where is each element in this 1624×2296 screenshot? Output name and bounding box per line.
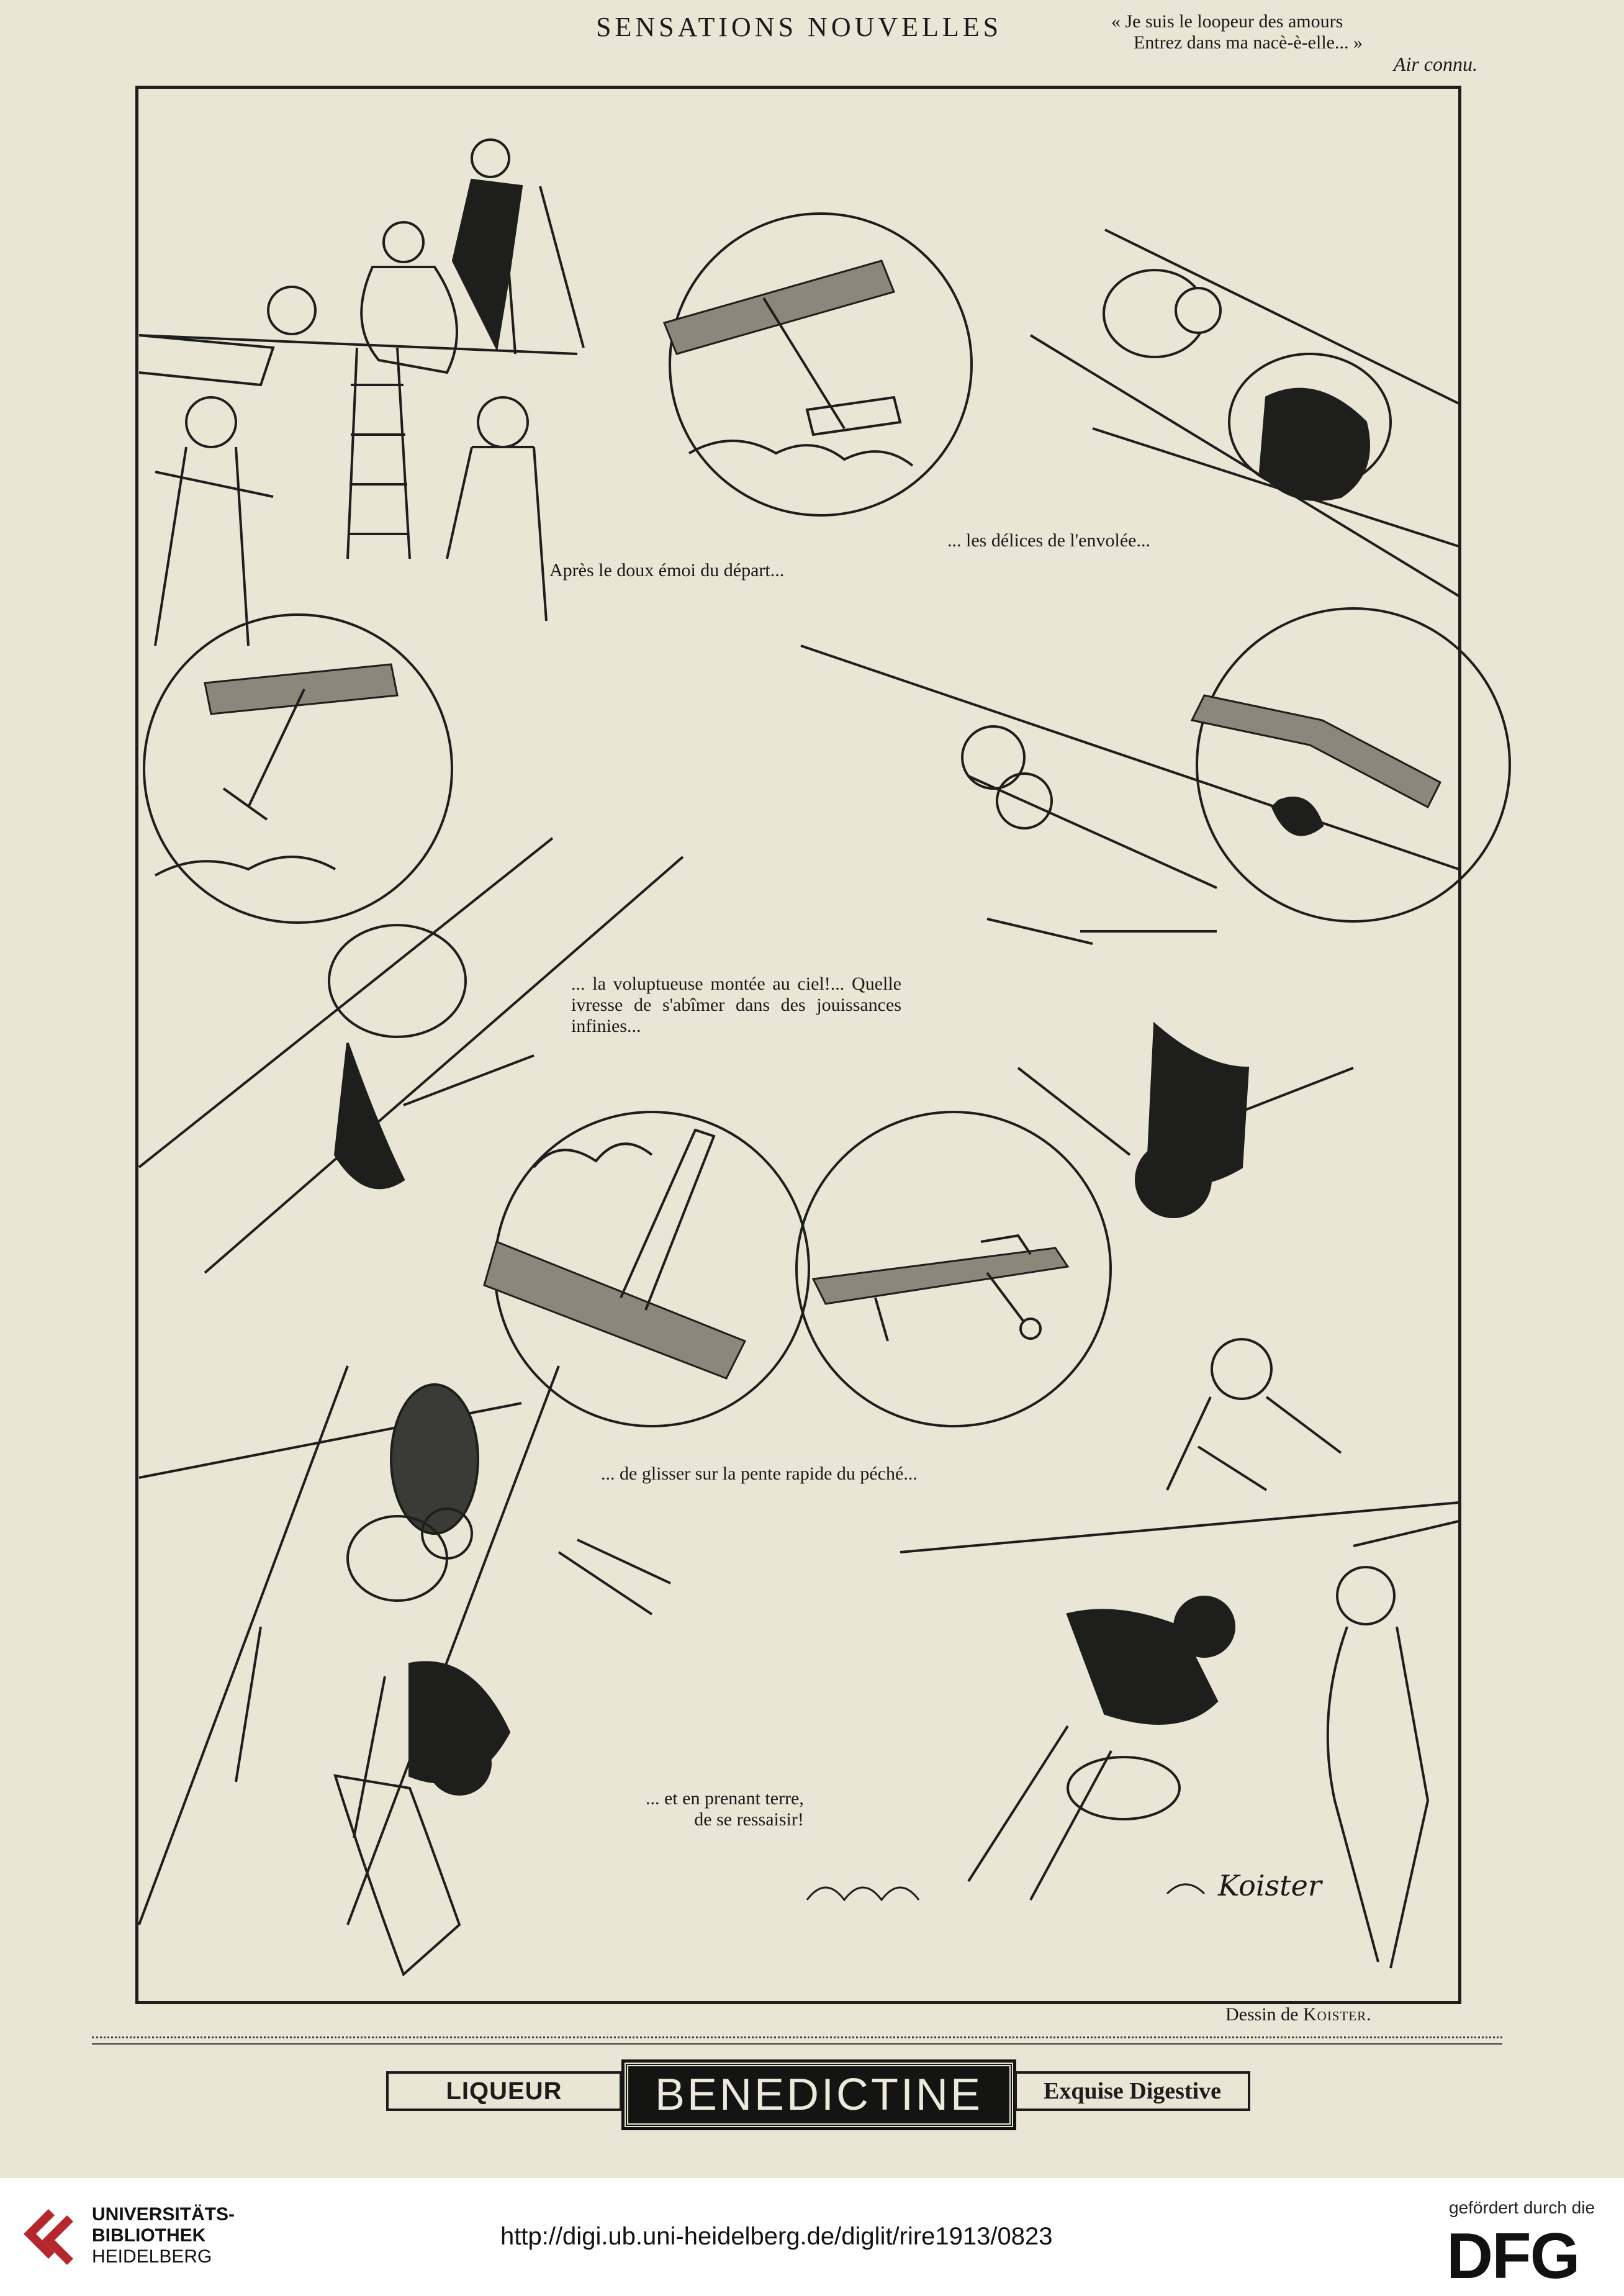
panel-glide-down	[139, 1366, 670, 1974]
caption-envolee: ... les délices de l'envolée...	[947, 530, 1150, 551]
epigraph-line-1: « Je suis le loopeur des amours	[1111, 11, 1343, 32]
library-line-2: BIBLIOTHEK	[92, 2225, 206, 2246]
dfg-logo: DFG	[1446, 2220, 1579, 2292]
panel-departure-scene	[139, 140, 584, 646]
panel-plane-in-sky	[664, 214, 972, 515]
drawing-credit	[1225, 2004, 1372, 2025]
separator-line	[92, 2043, 1502, 2045]
caption-montee: ... la voluptueuse montée au ciel!... Quelle ivresse de s'abîmer dans des jouissances infinies...	[571, 974, 901, 1036]
digitization-footer	[0, 2178, 1624, 2296]
library-line-1: UNIVERSITÄTS-	[92, 2204, 235, 2225]
epigraph-line-2: Entrez dans ma nacè-è-elle... »	[1134, 32, 1363, 53]
panel-loop-right	[801, 608, 1510, 1217]
credit-prefix: Dessin de	[1225, 2004, 1299, 2025]
separator-dotted	[92, 2036, 1502, 2038]
panel-level-plane	[796, 1112, 1111, 1426]
page-title: SENSATIONS NOUVELLES	[596, 12, 1003, 42]
artist-signature: Koister	[1218, 1869, 1322, 1902]
ad-brand-banner	[625, 2063, 1013, 2127]
university-library-logo-icon	[17, 2197, 79, 2277]
caption-departure: Après le doux émoi du départ...	[549, 560, 785, 581]
panel-falling-plane	[484, 1112, 809, 1426]
university-library-name	[92, 2204, 235, 2267]
funding-note: gefördert durch die	[1449, 2198, 1595, 2217]
caption-atterrissage	[646, 1788, 804, 1830]
panel-landing	[807, 1339, 1459, 1968]
caption-pente: ... de glisser sur la pente rapide du péché...	[601, 1463, 918, 1484]
permalink-url[interactable]: http://digi.ub.uni-heidelberg.de/diglit/rire1913/0823	[500, 2223, 1053, 2250]
credit-artist: Koister.	[1302, 2004, 1372, 2025]
library-line-3: HEIDELBERG	[92, 2246, 212, 2267]
ad-brand-name: BENEDICTINE	[654, 2070, 983, 2120]
caption-atterrissage-line-2: de se ressaisir!	[694, 1809, 804, 1830]
ad-slogan-label: Exquise Digestive	[1014, 2071, 1250, 2111]
ad-liqueur-label: LIQUEUR	[386, 2071, 622, 2111]
panel-loop-left	[139, 615, 683, 1273]
benedictine-advertisement	[386, 2063, 1250, 2132]
caption-atterrissage-line-1: ... et en prenant terre,	[646, 1788, 804, 1809]
epigraph-attribution: Air connu.	[1393, 53, 1477, 75]
